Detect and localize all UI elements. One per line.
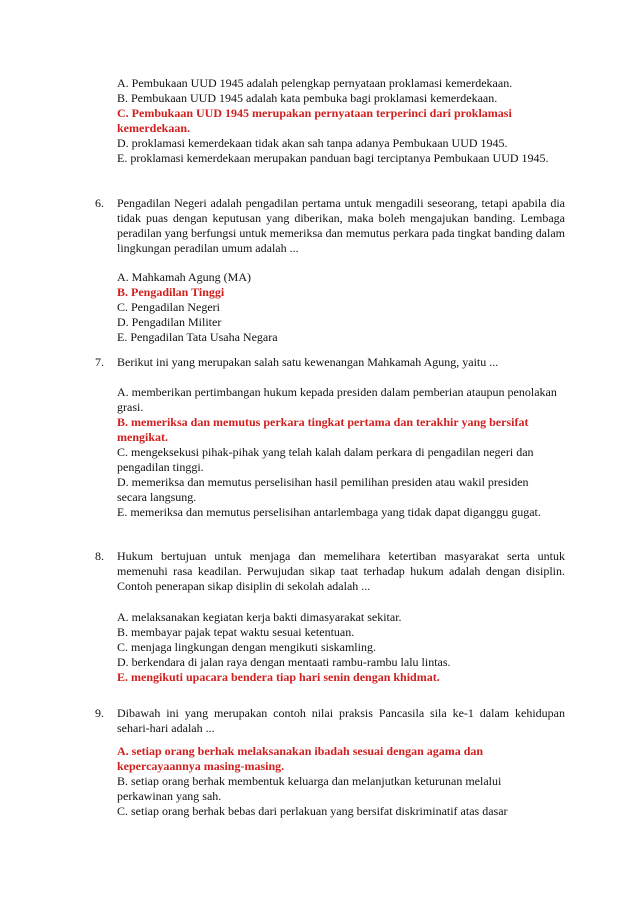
question-7-stem: Berikut ini yang merupakan salah satu kewenangan Mahkamah Agung, yaitu ... [117, 355, 499, 369]
q6-options [117, 270, 565, 345]
q5-options [117, 76, 565, 166]
question-8-number: 8. [95, 549, 104, 563]
question-9-number: 9. [95, 706, 104, 720]
q7-option-a: A. memberikan pertimbangan hukum kepada presiden dalam pemberian ataupun penolakan grasi. [117, 385, 557, 414]
q7-option-d: D. memeriksa dan memutus perselisihan hasil pemilihan presiden atau wakil presiden secara langsung. [117, 475, 529, 504]
question-9-stem: Dibawah ini yang merupakan contoh nilai praksis Pancasila sila ke-1 dalam kehidupan sehari-hari adalah ... [117, 706, 565, 735]
question-8-stem: Hukum bertujuan untuk menjaga dan memelihara ketertiban masyarakat serta untuk memenuhi rasa keadilan. Perwujudan sikap taat terhadap hukum adalah dengan disiplin. Contoh penerapan sikap disiplin di sekolah adalah ... [117, 549, 565, 593]
q5-option-d: D. proklamasi kemerdekaan tidak akan sah tanpa adanya Pembukaan UUD 1945. [117, 136, 508, 150]
q7-option-c: C. mengeksekusi pihak-pihak yang telah kalah dalam perkara di pengadilan negeri dan pengadilan tinggi. [117, 445, 534, 474]
q6-option-d: D. Pengadilan Militer [117, 315, 222, 329]
question-9 [95, 706, 565, 736]
q6-option-b-correct: B. Pengadilan Tinggi [117, 285, 225, 299]
q5-option-b: B. Pembukaan UUD 1945 adalah kata pembuka bagi proklamasi kemerdekaan. [117, 91, 498, 105]
q9-options [117, 744, 565, 819]
q7-options [117, 385, 565, 520]
q6-option-c: C. Pengadilan Negeri [117, 300, 220, 314]
q9-option-c: C. setiap orang berhak bebas dari perlakuan yang bersifat diskriminatif atas dasar [117, 804, 508, 818]
q5-option-c-correct: C. Pembukaan UUD 1945 merupakan pernyataan terperinci dari proklamasi kemerdekaan. [117, 106, 512, 135]
q6-option-a: A. Mahkamah Agung (MA) [117, 270, 251, 284]
question-7-number: 7. [95, 355, 104, 369]
question-6-stem: Pengadilan Negeri adalah pengadilan pertama untuk mengadili seseorang, tetapi apabila dia tidak puas dengan keputusan yang diberikan, maka boleh mengajukan banding. Lembaga peradilan yang berfungsi untuk memeriksa dan memutus perkara pada tingkat banding dalam lingkungan peradilan umum adalah ... [117, 196, 565, 255]
question-7 [95, 355, 565, 370]
q8-option-b: B. membayar pajak tepat waktu sesuai ketentuan. [117, 625, 355, 639]
q6-option-e: E. Pengadilan Tata Usaha Negara [117, 330, 278, 344]
q8-option-d: D. berkendara di jalan raya dengan mentaati rambu-rambu lalu lintas. [117, 655, 451, 669]
q8-option-c: C. menjaga lingkungan dengan mengikuti siskamling. [117, 640, 376, 654]
q9-option-a-correct: A. setiap orang berhak melaksanakan ibadah sesuai dengan agama dan kepercayaannya masing-masing. [117, 744, 484, 773]
q8-options [117, 610, 565, 685]
question-8 [95, 549, 565, 594]
question-6 [95, 196, 565, 256]
q7-option-e: E. memeriksa dan memutus perselisihan antarlembaga yang tidak dapat diganggu gugat. [117, 505, 541, 519]
q5-option-a: A. Pembukaan UUD 1945 adalah pelengkap pernyataan proklamasi kemerdekaan. [117, 76, 513, 90]
q8-option-e-correct: E. mengikuti upacara bendera tiap hari senin dengan khidmat. [117, 670, 440, 684]
q8-option-a: A. melaksanakan kegiatan kerja bakti dimasyarakat sekitar. [117, 610, 402, 624]
q5-option-e: E. proklamasi kemerdekaan merupakan panduan bagi terciptanya Pembukaan UUD 1945. [117, 151, 549, 165]
question-6-number: 6. [95, 196, 104, 210]
q9-option-b: B. setiap orang berhak membentuk keluarga dan melanjutkan keturunan melalui perkawinan yang sah. [117, 774, 502, 803]
q7-option-b-correct: B. memeriksa dan memutus perkara tingkat pertama dan terakhir yang bersifat mengikat. [117, 415, 529, 444]
